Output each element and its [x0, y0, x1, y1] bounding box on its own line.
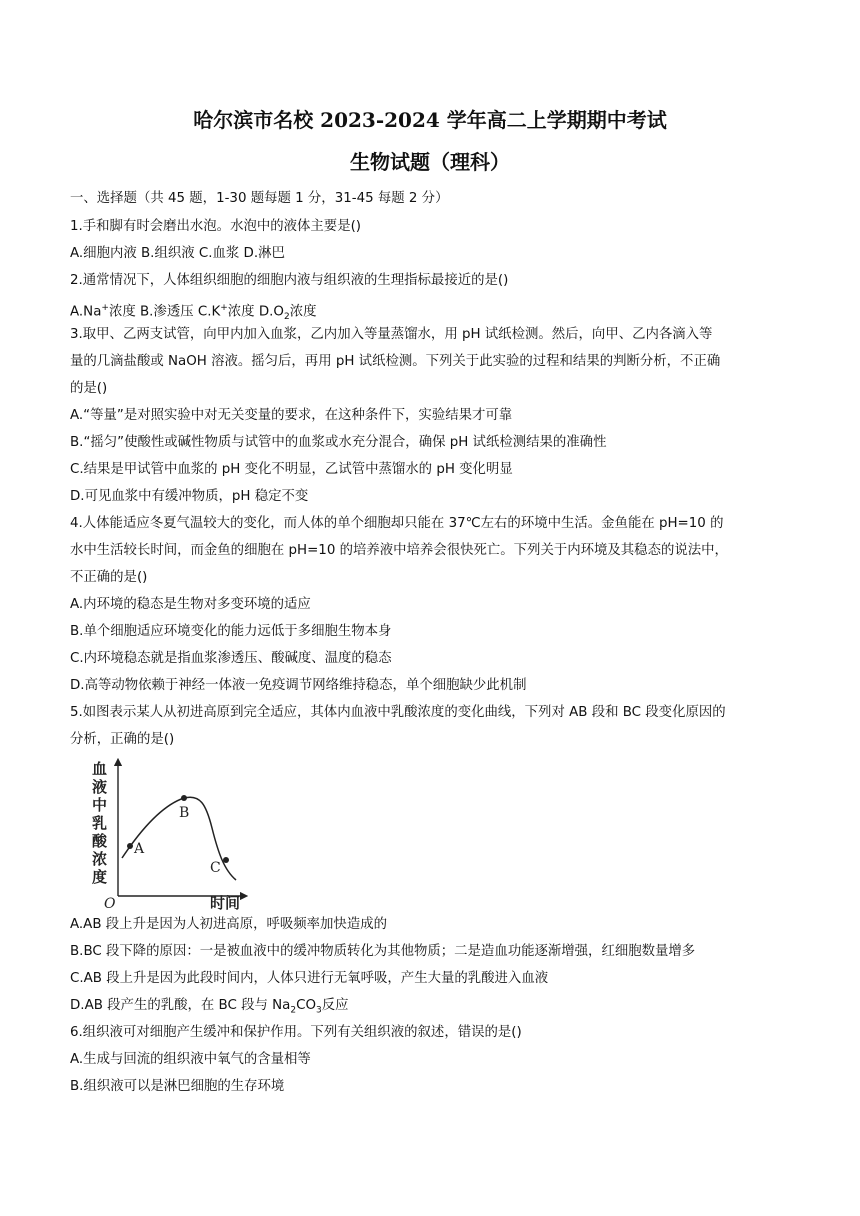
- q5-option-d-pre: D.AB 段产生的乳酸，在 BC 段与 Na: [70, 998, 291, 1013]
- y-axis-label-char-3: 中: [92, 796, 108, 814]
- q5-sub-2: 2: [290, 1005, 297, 1016]
- q6-option-a: A.生成与回流的组织液中氧气的含量相等: [70, 1052, 311, 1067]
- q4-stem-line2: 水中生活较长时间，而金鱼的细胞在 pH=10 的培养液中培养会很快死亡。下列关于内环境及其稳态的说法中，: [70, 543, 728, 558]
- q2-sup-plus: +: [101, 303, 109, 313]
- q2-options: [70, 299, 794, 326]
- q1-stem: 1.手和脚有时会磨出水泡。水泡中的液体主要是(): [70, 219, 362, 234]
- q4-option-d: D.高等动物依赖于神经一体液一免疫调节网络维持稳态，单个细胞缺少此机制: [70, 678, 527, 693]
- y-axis-label-char-5: 酸: [92, 832, 108, 850]
- point-b-label: B: [179, 805, 190, 821]
- q5-option-d-co: CO: [296, 998, 316, 1013]
- q4-stem-line3: 不正确的是(): [70, 570, 148, 585]
- q2-opt-d-rest: 浓度: [289, 304, 317, 320]
- q3-stem-line1: 3.取甲、乙两支试管，向甲内加入血浆，乙内加入等量蒸馏水，用 pH 试纸检测。然后，向甲、乙内各滴入等: [70, 327, 713, 342]
- origin-label: O: [104, 896, 116, 912]
- q4-stem-line1: 4.人体能适应冬夏气温较大的变化，而人体的单个细胞却只能在 37℃左右的环境中生活。金鱼能在 pH=10 的: [70, 516, 724, 531]
- q2-sup-plus-2: +: [220, 303, 228, 313]
- q2-opt-a: A.Na: [70, 304, 102, 320]
- point-b-marker: [181, 795, 187, 801]
- q5-option-a: A.AB 段上升是因为人初进高原，呼吸频率加快造成的: [70, 917, 387, 932]
- x-axis-label: 时间: [210, 894, 241, 912]
- q4-option-a: A.内环境的稳态是生物对多变环境的适应: [70, 597, 311, 612]
- point-a-label: A: [134, 841, 145, 857]
- q3-stem-line2: 量的几滴盐酸或 NaOH 溶液。摇匀后，再用 pH 试纸检测。下列关于此实验的过程和结果的判断分析，不正确: [70, 354, 721, 369]
- q5-stem-line2: 分析，正确的是(): [70, 732, 175, 747]
- q6-stem: 6.组织液可对细胞产生缓冲和保护作用。下列有关组织液的叙述，错误的是(): [70, 1025, 522, 1040]
- q4-option-c: C.内环境稳态就是指血浆渗透压、酸碱度、温度的稳态: [70, 651, 392, 666]
- y-axis-label-char-1: 血: [92, 760, 108, 778]
- y-axis-label-char-4: 乳: [92, 814, 108, 832]
- q3-option-b: B.“摇匀”使酸性或碱性物质与试管中的血浆或水充分混合，确保 pH 试纸检测结果的准确性: [70, 435, 607, 450]
- q5-option-d: [70, 997, 794, 1020]
- y-axis-label-char-7: 度: [92, 868, 108, 886]
- q3-stem-line3: 的是(): [70, 381, 108, 396]
- q5-option-c: C.AB 段上升是因为此段时间内，人体只进行无氧呼吸，产生大量的乳酸进入血液: [70, 971, 549, 986]
- q6-option-b: B.组织液可以是淋巴细胞的生存环境: [70, 1079, 285, 1094]
- point-a-marker: [127, 843, 133, 849]
- q2-opt-bc: 浓度 B.渗透压 C.K: [108, 304, 221, 320]
- y-axis-label-char-6: 浓: [92, 850, 108, 868]
- q3-option-d: D.可见血浆中有缓冲物质，pH 稳定不变: [70, 489, 309, 504]
- q2-opt-d: 浓度 D.O: [227, 304, 284, 320]
- q5-stem-line1: 5.如图表示某人从初进高原到完全适应，其体内血液中乳酸浓度的变化曲线，下列对 AB 段和 BC 段变化原因的: [70, 705, 726, 720]
- section-heading: 一、选择题（共 45 题，1-30 题每题 1 分，31-45 每题 2 分）: [70, 191, 449, 206]
- q5-option-d-post: 反应: [321, 998, 349, 1013]
- q2-sub-2: 2: [283, 312, 290, 323]
- q3-option-a: A.“等量”是对照实验中对无关变量的要求，在这种条件下，实验结果才可靠: [70, 408, 513, 423]
- point-c-label: C: [210, 860, 221, 876]
- q4-option-b: B.单个细胞适应环境变化的能力远低于多细胞生物本身: [70, 624, 392, 639]
- q1-options: A.细胞内液 B.组织液 C.血浆 D.淋巴: [70, 246, 285, 261]
- exam-subtitle: 生物试题（理科）: [350, 150, 510, 174]
- q5-option-b: B.BC 段下降的原因：一是被血液中的缓冲物质转化为其他物质；二是造血功能逐渐增强，红细胞数量增多: [70, 944, 696, 959]
- y-axis-label-char-2: 液: [92, 778, 108, 796]
- lactic-acid-curve-figure: [88, 756, 248, 912]
- exam-title: 哈尔滨市名校 2023-2024 学年高二上学期期中考试: [193, 108, 667, 132]
- point-c-marker: [223, 857, 229, 863]
- q5-sub-3: 3: [316, 1005, 322, 1016]
- q3-option-c: C.结果是甲试管中血浆的 pH 变化不明显，乙试管中蒸馏水的 pH 变化明显: [70, 462, 513, 477]
- q2-stem: 2.通常情况下，人体组织细胞的细胞内液与组织液的生理指标最接近的是(): [70, 273, 509, 288]
